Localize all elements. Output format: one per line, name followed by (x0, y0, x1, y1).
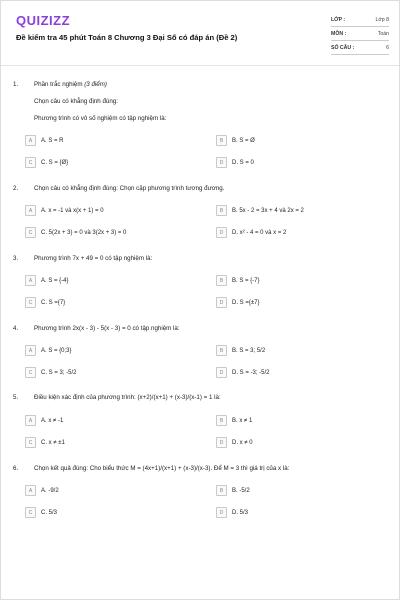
option-a[interactable] (25, 135, 64, 146)
option-letter-box: B (216, 205, 227, 216)
option-text: D. S = 0 (232, 159, 254, 166)
option-b[interactable] (216, 485, 250, 496)
option-text: D. x² - 4 = 0 và x = 2 (232, 229, 287, 236)
option-letter-box: C (25, 367, 36, 378)
option-b[interactable] (216, 345, 265, 356)
option-text: D. S ={±7} (232, 299, 260, 306)
option-text: C. 5(2x + 3) = 0 và 3(2x + 3) = 0 (41, 229, 127, 236)
question-number: 1. (13, 81, 19, 88)
option-text: C. S ={7} (41, 299, 66, 306)
meta-value: Toán (377, 30, 389, 37)
meta-box (331, 13, 389, 55)
option-text: A. -9/2 (41, 487, 59, 494)
option-c[interactable] (25, 157, 68, 168)
option-d[interactable] (216, 507, 248, 518)
option-text: A. S = {-4} (41, 277, 69, 284)
question-number: 2. (13, 185, 19, 192)
question-stem: Chọn câu có khẳng định đúng: Chọn cặp phương trình tương đương. (34, 185, 225, 192)
option-b[interactable] (216, 275, 260, 286)
option-letter-box: B (216, 135, 227, 146)
question-stem-note: (3 điểm) (84, 81, 107, 88)
option-text: B. 5x - 2 = 3x + 4 và 2x = 2 (232, 207, 304, 214)
question-stem: Chọn kết quả đúng: Cho biểu thức M = (4x+1)/(x+1) + (x-3)/(x-3). Để M = 3 thì giá trị của x là: (34, 465, 290, 472)
meta-row-count (331, 41, 389, 55)
option-text: B. x ≠ 1 (232, 417, 253, 424)
option-letter-box: A (25, 415, 36, 426)
question-stem-text: Phần trắc nghiệm (34, 81, 83, 88)
option-d[interactable] (216, 367, 270, 378)
question-stem (34, 81, 384, 89)
meta-value: 6 (386, 44, 389, 51)
header-divider (1, 65, 399, 66)
option-letter-box: B (216, 275, 227, 286)
question-subtext: Phương trình có vô số nghiệm có tập nghiệm là: (34, 115, 167, 122)
page-title: Đề kiểm tra 45 phút Toán 8 Chương 3 Đại Số có đáp án (Đề 2) (16, 33, 238, 42)
option-letter-box: D (216, 227, 227, 238)
option-d[interactable] (216, 157, 254, 168)
option-letter-box: A (25, 275, 36, 286)
option-letter-box: C (25, 507, 36, 518)
option-letter-box: D (216, 297, 227, 308)
option-c[interactable] (25, 367, 77, 378)
option-text: D. x ≠ 0 (232, 439, 253, 446)
option-letter-box: A (25, 485, 36, 496)
question-number: 5. (13, 394, 19, 401)
option-a[interactable] (25, 345, 72, 356)
meta-key: MÔN : (331, 30, 347, 37)
option-text: C. 5/3 (41, 509, 58, 516)
option-letter-box: A (25, 345, 36, 356)
meta-value: Lớp 8 (375, 16, 389, 23)
option-c[interactable] (25, 227, 126, 238)
question-number: 6. (13, 465, 19, 472)
option-letter-box: C (25, 437, 36, 448)
question-stem: Điều kiện xác định của phương trình: (x+2)/(x+1) + (x-3)/(x-1) = 1 là: (34, 394, 221, 401)
option-text: B. S = {-7} (232, 277, 260, 284)
option-a[interactable] (25, 485, 59, 496)
option-a[interactable] (25, 415, 63, 426)
option-text: A. x ≠ -1 (41, 417, 64, 424)
question-stem: Phương trình 7x + 49 = 0 có tập nghiệm là: (34, 255, 153, 262)
option-text: A. S = {0;3} (41, 347, 72, 354)
option-letter-box: B (216, 485, 227, 496)
option-letter-box: D (216, 367, 227, 378)
option-letter-box: D (216, 157, 227, 168)
question-subtext: Chọn câu có khẳng định đúng: (34, 98, 118, 105)
meta-row-grade (331, 13, 389, 27)
option-letter-box: D (216, 437, 227, 448)
option-text: D. S = -3; -5/2 (232, 369, 270, 376)
option-text: C. S = {Ø} (41, 159, 69, 166)
option-text: C. x ≠ ±1 (41, 439, 65, 446)
option-a[interactable] (25, 205, 104, 216)
option-letter-box: C (25, 227, 36, 238)
option-text: B. -5/2 (232, 487, 250, 494)
option-d[interactable] (216, 227, 286, 238)
option-text: C. S = 3; -5/2 (41, 369, 77, 376)
option-letter-box: C (25, 157, 36, 168)
option-d[interactable] (216, 297, 259, 308)
option-letter-box: B (216, 345, 227, 356)
option-letter-box: A (25, 205, 36, 216)
option-b[interactable] (216, 135, 255, 146)
option-letter-box: C (25, 297, 36, 308)
option-text: B. S = 3; 5/2 (232, 347, 266, 354)
meta-key: SỐ CÂU : (331, 44, 355, 51)
option-letter-box: B (216, 415, 227, 426)
option-c[interactable] (25, 297, 65, 308)
meta-key: LỚP : (331, 16, 346, 23)
option-c[interactable] (25, 507, 57, 518)
option-text: A. S = R (41, 137, 64, 144)
option-text: A. x = -1 và x(x + 1) = 0 (41, 207, 104, 214)
question-stem: Phương trình 2x(x - 3) - 5(x - 3) = 0 có tập nghiệm là: (34, 325, 180, 332)
question-number: 3. (13, 255, 19, 262)
option-b[interactable] (216, 415, 252, 426)
option-text: B. S = Ø (232, 137, 255, 144)
option-letter-box: A (25, 135, 36, 146)
meta-row-subject (331, 27, 389, 41)
option-letter-box: D (216, 507, 227, 518)
question-number: 4. (13, 325, 19, 332)
quizizz-logo: QUIZIZZ (16, 13, 71, 28)
option-a[interactable] (25, 275, 69, 286)
option-b[interactable] (216, 205, 304, 216)
option-text: D. 5/3 (232, 509, 249, 516)
option-d[interactable] (216, 437, 253, 448)
option-c[interactable] (25, 437, 65, 448)
